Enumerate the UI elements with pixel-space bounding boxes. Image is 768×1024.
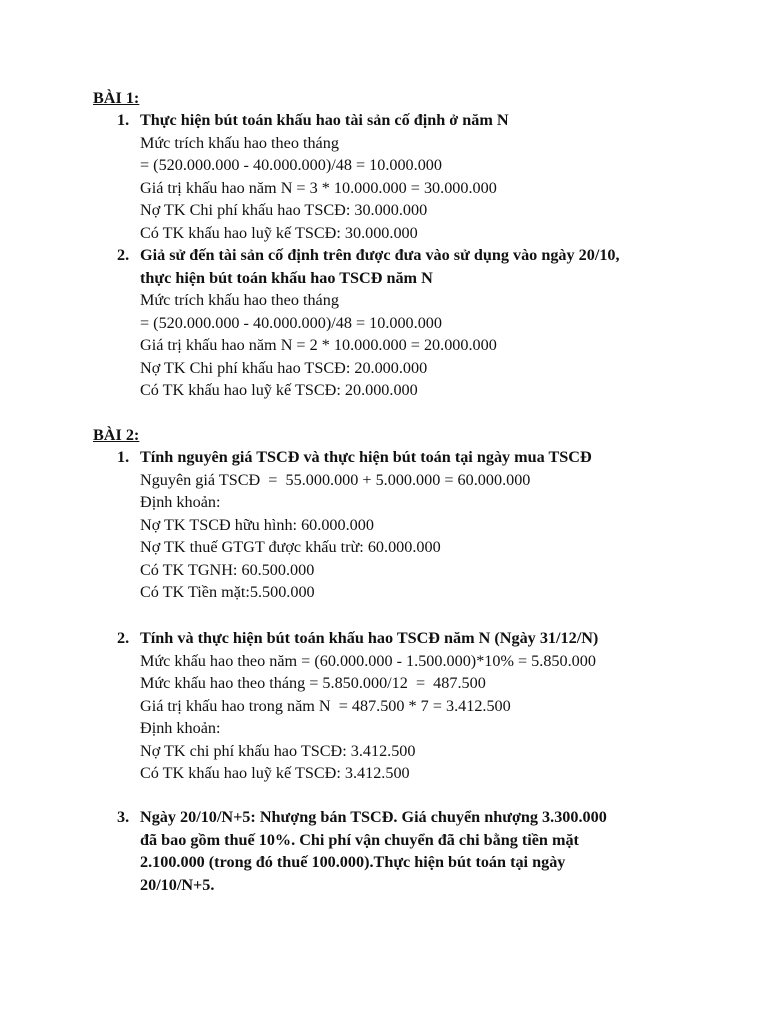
text-line: Có TK TGNH: 60.500.000 xyxy=(140,560,315,579)
item-title: Thực hiện bút toán khấu hao tài sản cố định ở năm N xyxy=(140,111,509,129)
text-line: Mức trích khấu hao theo tháng xyxy=(140,291,339,309)
text-line: = (520.000.000 - 40.000.000)/48 = 10.000.000 xyxy=(140,156,442,174)
item-title: 2.100.000 (trong đó thuế 100.000).Thực hiện bút toán tại ngày xyxy=(140,853,566,871)
item-number: 2. xyxy=(117,246,130,264)
text-line: = (520.000.000 - 40.000.000)/48 = 10.000.000 xyxy=(140,313,442,332)
text-line: Giá trị khấu hao năm N = 3 * 10.000.000 = 30.000.000 xyxy=(140,178,497,197)
text-line: Mức khấu hao theo năm = (60.000.000 - 1.500.000)*10% = 5.850.000 xyxy=(140,651,596,670)
bai-1-item-2 xyxy=(117,244,717,402)
item-number: 2. xyxy=(117,629,130,647)
text-line: Nợ TK TSCĐ hữu hình: 60.000.000 xyxy=(140,515,374,534)
text-line: Mức khấu hao theo tháng = 5.850.000/12 = 487.500 xyxy=(140,674,486,692)
item-title: đã bao gồm thuế 10%. Chi phí vận chuyển đã chi bằng tiền mặt xyxy=(140,830,579,849)
item-title: Tính và thực hiện bút toán khấu hao TSCĐ năm N (Ngày 31/12/N) xyxy=(140,629,599,647)
item-title: thực hiện bút toán khấu hao TSCĐ năm N xyxy=(140,268,433,287)
item-title: Ngày 20/10/N+5: Nhượng bán TSCĐ. Giá chuyển nhượng 3.300.000 xyxy=(140,808,607,826)
item-number: 1. xyxy=(117,111,130,129)
text-line: Giá trị khấu hao trong năm N = 487.500 * 7 = 3.412.500 xyxy=(140,696,511,715)
item-number: 3. xyxy=(117,808,130,826)
section-heading-bai-2: BÀI 2: xyxy=(93,426,140,444)
bai-2-item-2 xyxy=(117,627,717,785)
text-line: Có TK khấu hao luỹ kế TSCĐ: 30.000.000 xyxy=(140,223,418,242)
bai-2-item-1 xyxy=(117,446,717,604)
item-title: Tính nguyên giá TSCĐ và thực hiện bút toán tại ngày mua TSCĐ xyxy=(140,448,592,466)
text-line: Định khoản: xyxy=(140,719,221,737)
section-heading-bai-1: BÀI 1: xyxy=(93,89,140,107)
bai-1-item-1 xyxy=(117,109,717,244)
item-title: Giả sử đến tài sản cố định trên được đưa vào sử dụng vào ngày 20/10, xyxy=(140,246,620,264)
text-line: Nợ TK Chi phí khấu hao TSCĐ: 30.000.000 xyxy=(140,201,428,219)
text-line: Định khoản: xyxy=(140,493,221,511)
text-line: Có TK khấu hao luỹ kế TSCĐ: 20.000.000 xyxy=(140,381,418,399)
text-line: Nguyên giá TSCĐ = 55.000.000 + 5.000.000 = 60.000.000 xyxy=(140,470,531,489)
text-line: Giá trị khấu hao năm N = 2 * 10.000.000 = 20.000.000 xyxy=(140,336,497,354)
text-line: Có TK khấu hao luỹ kế TSCĐ: 3.412.500 xyxy=(140,764,410,782)
bai-2-item-3 xyxy=(117,806,717,896)
item-number: 1. xyxy=(117,448,130,466)
text-line: Nợ TK Chi phí khấu hao TSCĐ: 20.000.000 xyxy=(140,358,428,377)
text-line: Nợ TK thuế GTGT được khấu trừ: 60.000.000 xyxy=(140,538,441,556)
text-line: Nợ TK chi phí khấu hao TSCĐ: 3.412.500 xyxy=(140,741,416,760)
text-line: Có TK Tiền mặt:5.500.000 xyxy=(140,583,315,601)
text-line: Mức trích khấu hao theo tháng xyxy=(140,133,339,152)
item-title: 20/10/N+5. xyxy=(140,875,215,894)
